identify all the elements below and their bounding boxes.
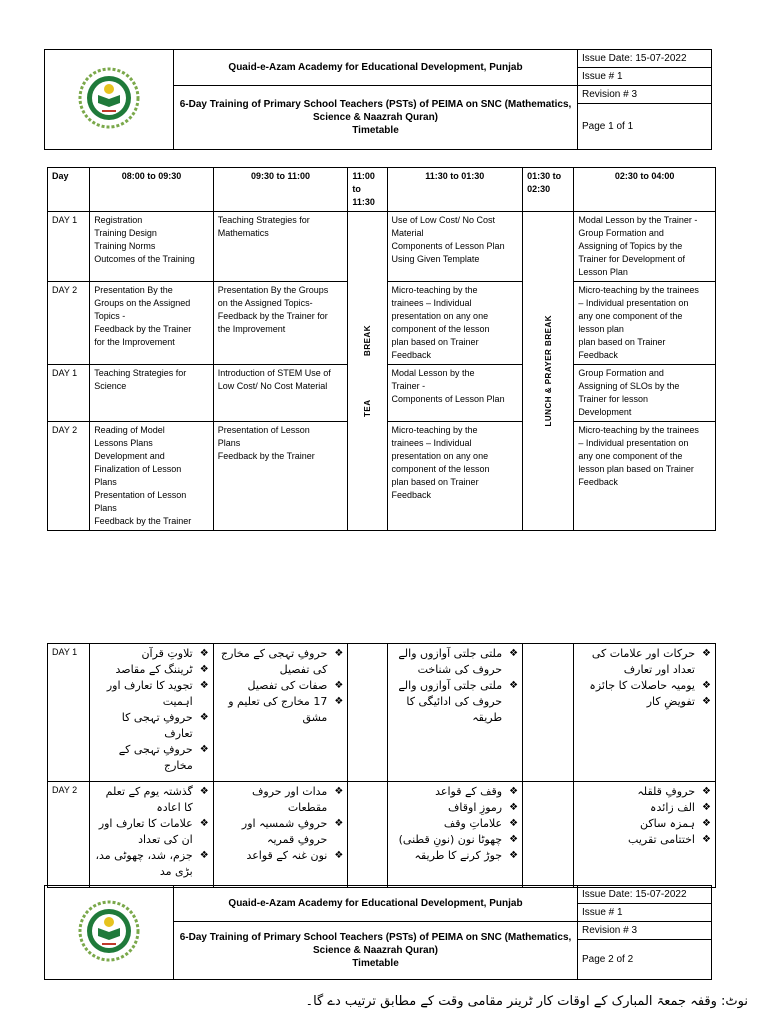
header-subtitle — [174, 922, 578, 980]
cell-urdu-session — [574, 644, 716, 782]
session-line: Use of Low Cost/ No Cost — [391, 215, 496, 225]
session-line: plan based on Trainer — [391, 337, 479, 347]
session-line: Low Cost/ No Cost Material — [217, 381, 328, 391]
row-day: DAY 1 — [48, 212, 90, 282]
session-line: Plans — [94, 503, 117, 513]
col-0130: 01:30 to 02:30 — [523, 168, 574, 212]
cell-session — [90, 422, 214, 531]
cell-session — [574, 282, 716, 365]
header-subtitle — [174, 86, 578, 150]
cell-session — [213, 212, 348, 282]
header-subtitle-timetable: Timetable — [352, 958, 399, 969]
issue-number: Issue # 1 — [578, 904, 712, 922]
cell-session — [574, 212, 716, 282]
session-line: Lessons Plans — [94, 438, 153, 448]
urdu-list-item: ❖ یومیہ حاصلات کا جائزہ — [578, 678, 695, 694]
urdu-list-item: ❖ تجوید کا تعارف اور اہمیت — [94, 678, 193, 710]
urdu-list-item: ❖ علاماتِ وقف — [392, 816, 503, 832]
urdu-list-item: ❖ چھوٹا نون (نونِ قطنی) — [392, 832, 503, 848]
session-line: Development and — [94, 451, 165, 461]
urdu-list-item: ❖ نون غنہ کے قواعد — [218, 848, 328, 864]
urdu-list-item: ❖ حروفِ تہجی کا تعارف — [94, 710, 193, 742]
urdu-list-item: ❖ صفات کی تفصیل — [218, 678, 328, 694]
urdu-list-item: ❖ ملتی جلتی آوازوں والے حروف کی ادائیگی کا طریقہ — [392, 678, 503, 726]
issue-date: Issue Date: 15-07-2022 — [578, 886, 712, 904]
cell-urdu-session — [213, 644, 348, 782]
cell-session — [574, 422, 716, 531]
session-line: Presentation By the — [94, 285, 173, 295]
session-line: Finalization of Lesson — [94, 464, 182, 474]
cell-session — [90, 282, 214, 365]
revision-number: Revision # 3 — [578, 922, 712, 940]
session-line: the Improvement — [217, 324, 286, 334]
session-line: component of the lesson — [391, 464, 490, 474]
session-line: Teaching Strategies for — [217, 215, 310, 225]
cell-session — [387, 365, 523, 422]
session-line: Modal Lesson by the Trainer - — [578, 215, 698, 225]
session-line: any one component of the — [578, 311, 683, 321]
cell-empty — [523, 644, 574, 782]
col-0230: 02:30 to 04:00 — [574, 168, 716, 212]
table-row — [48, 644, 716, 782]
row-day: DAY 1 — [48, 365, 90, 422]
session-line: Teaching Strategies for — [94, 368, 187, 378]
col-1100: 11:00 to 11:30 — [348, 168, 387, 212]
urdu-list-item: ❖ ٹریننگ کے مقاصد — [94, 662, 193, 678]
session-line: lesson plan — [578, 324, 624, 334]
lunch-break-cell — [523, 212, 574, 531]
urdu-list-item: ❖ وقف کے قواعد — [392, 784, 503, 800]
cell-session — [90, 365, 214, 422]
tea-break-cell — [348, 212, 387, 531]
academy-logo-icon — [78, 900, 140, 962]
page-number: Page 1 of 1 — [578, 104, 712, 150]
cell-session — [213, 365, 348, 422]
cell-session — [213, 422, 348, 531]
session-line: Assigning of SLOs by the — [578, 381, 680, 391]
tea-break-label — [361, 325, 374, 417]
session-line: Using Given Template — [391, 254, 480, 264]
session-line: Plans — [94, 477, 117, 487]
urdu-list-item: ❖ حروفِ تہجی کے مخارج کی تفصیل — [218, 646, 328, 678]
header-table-1 — [44, 49, 712, 150]
session-line: Material — [391, 228, 424, 238]
urdu-list-item: ❖ ہمزہ ساکن — [578, 816, 695, 832]
session-line: plan based on Trainer — [391, 477, 479, 487]
session-line: lesson plan based on Trainer — [578, 464, 694, 474]
session-line: Training Norms — [94, 241, 156, 251]
session-line: Micro-teaching by the — [391, 425, 478, 435]
urdu-list-item: ❖ رموزِ اوقاف — [392, 800, 503, 816]
cell-urdu-session — [574, 782, 716, 888]
issue-number: Issue # 1 — [578, 68, 712, 86]
session-line: Lesson Plan — [578, 267, 628, 277]
session-line: for the Improvement — [94, 337, 175, 347]
urdu-list-item: ❖ حروفِ تہجی کے مخارج — [94, 742, 193, 774]
cell-session — [90, 212, 214, 282]
session-line: Feedback by the Trainer for — [217, 311, 328, 321]
timetable-header-row — [48, 168, 716, 212]
urdu-timetable — [47, 643, 716, 888]
urdu-list-item: ❖ اختتامی تقریب — [578, 832, 695, 848]
session-line: Feedback — [578, 477, 618, 487]
session-line: Feedback — [391, 490, 432, 500]
session-line: Trainer for Development of — [578, 254, 686, 264]
cell-empty — [348, 782, 387, 888]
urdu-list-item: ❖ حروفِ شمسیہ اور حروفِ قمریہ — [218, 816, 328, 848]
session-line: Introduction of STEM Use of — [217, 368, 331, 378]
tea-label: TEA — [362, 399, 372, 417]
cell-session — [213, 282, 348, 365]
session-line: component of the lesson — [391, 324, 490, 334]
cell-urdu-session — [90, 644, 214, 782]
cell-session — [387, 212, 523, 282]
session-line: Development — [578, 407, 632, 417]
session-line: Assigning of Topics by the — [578, 241, 683, 251]
session-line: Outcomes of the Training — [94, 254, 195, 264]
session-line: Feedback by the Trainer — [94, 324, 192, 334]
header-subtitle-timetable: Timetable — [352, 125, 399, 136]
urdu-list-item: ❖ گذشتہ یوم کے تعلم کا اعادہ — [94, 784, 193, 816]
session-line: Micro-teaching by the trainees — [578, 285, 699, 295]
session-line: trainees – Individual — [391, 298, 472, 308]
page-number: Page 2 of 2 — [578, 940, 712, 980]
cell-session — [387, 282, 523, 365]
session-line: on the Assigned Topics- — [217, 298, 313, 308]
cell-empty — [523, 782, 574, 888]
header-title: Quaid-e-Azam Academy for Educational Development, Punjab — [174, 50, 578, 86]
session-line: Science — [94, 381, 127, 391]
session-line: Group Formation and — [578, 228, 664, 238]
footer-note: نوٹ: وقفہ جمعۃ المبارک کے اوقات کار ٹرینر مقامی وقت کے مطابق ترتیب دے گا۔ — [305, 994, 748, 1009]
session-line: Feedback — [391, 350, 432, 360]
header-subtitle-text: 6-Day Training of Primary School Teachers (PSTs) of PEIMA on SNC (Mathematics, Science & Naazrah Quran) — [179, 99, 572, 123]
cell-urdu-session — [213, 782, 348, 888]
session-line: Mathematics — [217, 228, 269, 238]
header-title: Quaid-e-Azam Academy for Educational Development, Punjab — [174, 886, 578, 922]
session-line: Presentation of Lesson — [217, 425, 310, 435]
session-line: Groups on the Assigned — [94, 298, 191, 308]
session-line: presentation on any one — [391, 311, 489, 321]
urdu-list-item: ❖ 17 مخارج کی تعلیم و مشق — [218, 694, 328, 726]
urdu-list-item: ❖ الف زائدہ — [578, 800, 695, 816]
session-line: Presentation By the Groups — [217, 285, 329, 295]
cell-empty — [348, 644, 387, 782]
revision-number: Revision # 3 — [578, 86, 712, 104]
session-line: Group Formation and — [578, 368, 664, 378]
session-line: – Individual presentation on — [578, 298, 689, 308]
session-line: Components of Lesson Plan — [391, 394, 505, 404]
session-line: Registration — [94, 215, 143, 225]
row-day: DAY 2 — [48, 282, 90, 365]
session-line: plan based on Trainer — [578, 337, 666, 347]
urdu-list-item: ❖ حرکات اور علامات کی تعداد اور تعارف — [578, 646, 695, 678]
cell-urdu-session — [387, 782, 523, 888]
urdu-list-item: ❖ ملتی جلتی آوازوں والے حروف کی شناخت — [392, 646, 503, 678]
session-line: Topics - — [94, 311, 126, 321]
row-day: DAY 2 — [48, 782, 90, 888]
issue-date: Issue Date: 15-07-2022 — [578, 50, 712, 68]
session-line: Trainer - — [391, 381, 426, 391]
cell-urdu-session — [387, 644, 523, 782]
timetable — [47, 167, 716, 531]
academy-logo-cell — [45, 50, 174, 150]
session-line: any one component of the — [578, 451, 683, 461]
col-day: Day — [48, 168, 90, 212]
session-line: Feedback — [578, 350, 618, 360]
cell-session — [387, 422, 523, 531]
col-1130: 11:30 to 01:30 — [387, 168, 523, 212]
urdu-list-item: ❖ جوڑ کرنے کا طریقہ — [392, 848, 503, 864]
academy-logo-icon — [78, 67, 140, 129]
col-0930: 09:30 to 11:00 — [213, 168, 348, 212]
urdu-list-item: ❖ جزم، شد، چھوٹی مد، بڑی مد — [94, 848, 193, 880]
session-line: Reading of Model — [94, 425, 165, 435]
urdu-list-item: ❖ مدات اور حروف مقطعات — [218, 784, 328, 816]
cell-urdu-session — [90, 782, 214, 888]
header-subtitle-text: 6-Day Training of Primary School Teachers (PSTs) of PEIMA on SNC (Mathematics, Science & Naazrah Quran) — [179, 932, 572, 956]
break-label: BREAK — [362, 324, 372, 356]
urdu-list-item: ❖ علامات کا تعارف اور ان کی تعداد — [94, 816, 193, 848]
session-line: Presentation of Lesson — [94, 490, 187, 500]
session-line: Components of Lesson Plan — [391, 241, 505, 251]
urdu-list-item: ❖ تلاوتِ قرآن — [94, 646, 193, 662]
session-line: Training Design — [94, 228, 157, 238]
session-line: Plans — [217, 438, 241, 448]
row-day: DAY 1 — [48, 644, 90, 782]
col-0800: 08:00 to 09:30 — [90, 168, 214, 212]
session-line: trainees – Individual — [391, 438, 472, 448]
session-line: Modal Lesson by the — [391, 368, 475, 378]
row-day: DAY 2 — [48, 422, 90, 531]
session-line: Micro-teaching by the — [391, 285, 478, 295]
table-row — [48, 782, 716, 888]
session-line: presentation on any one — [391, 451, 489, 461]
session-line: Trainer for lesson — [578, 394, 649, 404]
session-line: Feedback by the Trainer — [94, 516, 192, 526]
lunch-break-label: LUNCH & PRAYER BREAK — [543, 315, 553, 427]
cell-session — [574, 365, 716, 422]
academy-logo-cell — [45, 886, 174, 980]
urdu-list-item: ❖ حروفِ قلقلہ — [578, 784, 695, 800]
session-line: Micro-teaching by the trainees — [578, 425, 699, 435]
session-line: Feedback by the Trainer — [217, 451, 315, 461]
urdu-list-item: ❖ تفویضِ کار — [578, 694, 695, 710]
header-table-2 — [44, 885, 712, 980]
table-row — [48, 212, 716, 282]
session-line: – Individual presentation on — [578, 438, 689, 448]
